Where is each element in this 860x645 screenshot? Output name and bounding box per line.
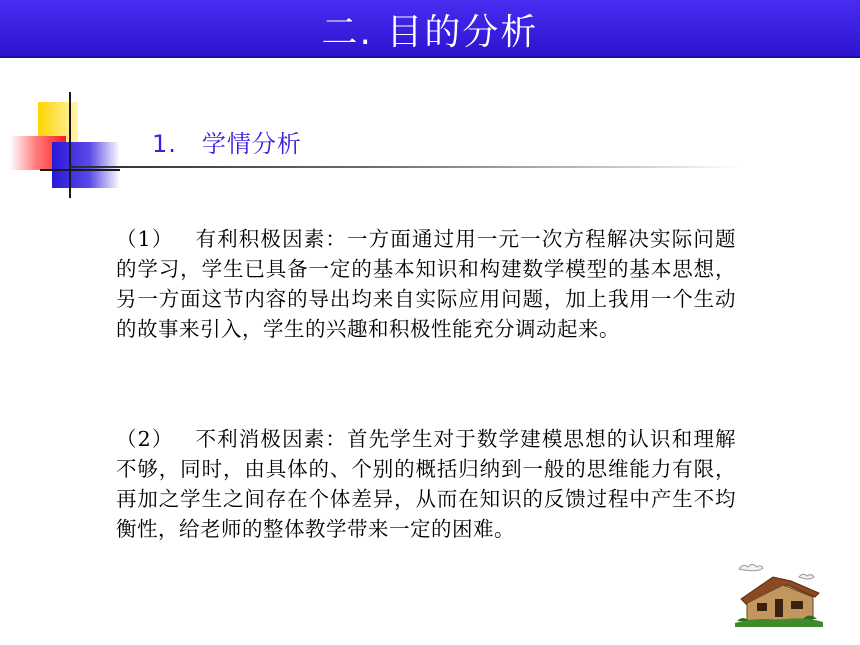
heading-divider <box>70 166 740 168</box>
title-bar <box>0 0 860 58</box>
slide-title: 二. 目的分析 <box>321 12 539 53</box>
paragraph-unfavorable-factors <box>116 424 736 544</box>
paragraph-text: 有利积极因素：一方面通过用一元一次方程解决实际问题的学习，学生已具备一定的基本知识和构建数学模型的基本思想，另一方面这节内容的导出均来自实际应用问题，加上我用一个生动的故事来引入，学生的兴趣和积极性能充分调动起来。 <box>116 227 736 341</box>
house-clipart <box>733 555 825 627</box>
section-heading: 1. 学情分析 <box>152 130 302 158</box>
paragraph-text: 不利消极因素：首先学生对于数学建模思想的认识和理解不够，同时，由具体的、个别的概括归纳到一般的思维能力有限，再加之学生之间存在个体差异，从而在知识的反馈过程中产生不均衡性，给老师的整体教学带来一定的困难。 <box>116 427 736 541</box>
paragraph-number: （2） <box>116 427 174 451</box>
corner-block-decoration <box>0 90 140 200</box>
paragraph-favorable-factors <box>116 224 736 344</box>
paragraph-number: （1） <box>116 227 174 251</box>
